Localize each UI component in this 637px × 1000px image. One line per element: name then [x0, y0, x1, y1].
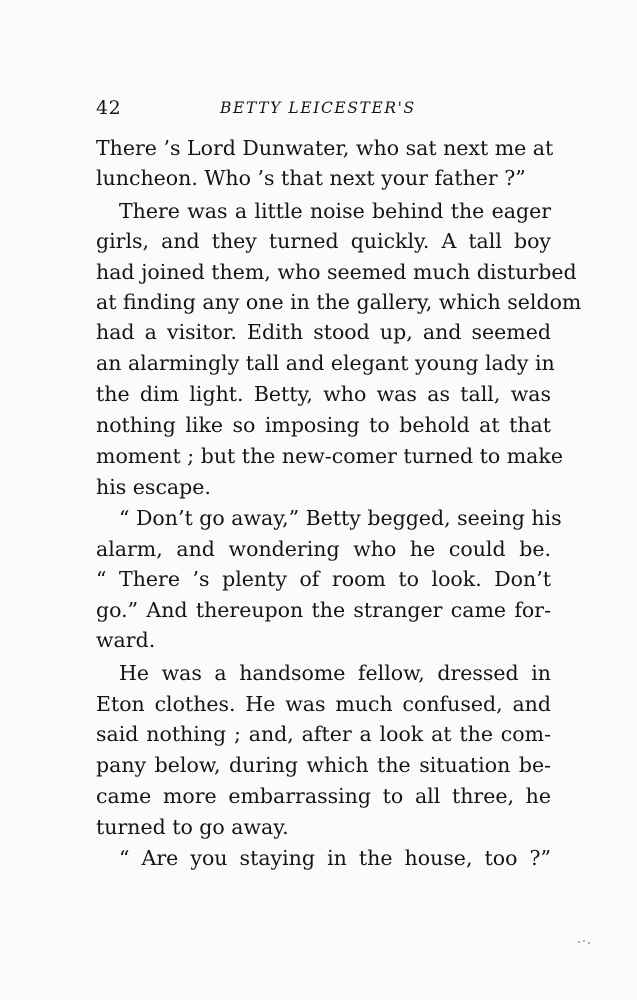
text-line: He was a handsome fellow, dressed in — [119, 661, 551, 685]
text-line: ward. — [96, 628, 156, 652]
text-line: an alarmingly tall and elegant young lady in — [96, 351, 555, 375]
running-title: BETTY LEICESTER'S — [220, 99, 416, 117]
text-line: alarm, and wondering who he could be. — [96, 537, 551, 561]
text-line: “ Don’t go away,” Betty begged, seeing his — [119, 506, 562, 530]
running-head — [96, 97, 551, 121]
text-line: his escape. — [96, 475, 211, 499]
text-line: girls, and they turned quickly. A tall boy — [96, 229, 551, 253]
text-line: turned to go away. — [96, 815, 289, 839]
text-line: nothing like so imposing to behold at that — [96, 413, 551, 437]
text-line: pany below, during which the situation be- — [96, 753, 551, 777]
text-line: moment ; but the new-comer turned to make — [96, 444, 563, 468]
paper-speck — [578, 940, 592, 944]
text-line: at finding any one in the gallery, which seldom — [96, 290, 582, 314]
text-line: go.” And thereupon the stranger came for- — [96, 598, 551, 622]
page-number: 42 — [96, 97, 122, 119]
text-line: “ There ’s plenty of room to look. Don’t — [96, 567, 551, 591]
text-line: had a visitor. Edith stood up, and seemed — [96, 320, 551, 344]
text-line: “ Are you staying in the house, too ?” — [119, 846, 551, 870]
text-line: said nothing ; and, after a look at the com- — [96, 722, 551, 746]
text-line: There ’s Lord Dunwater, who sat next me at — [96, 136, 554, 160]
text-line: Eton clothes. He was much confused, and — [96, 692, 551, 716]
text-line: had joined them, who seemed much disturbed — [96, 260, 577, 284]
text-line: the dim light. Betty, who was as tall, was — [96, 382, 551, 406]
text-line: came more embarrassing to all three, he — [96, 784, 551, 808]
text-line: luncheon. Who ’s that next your father ?” — [96, 166, 526, 190]
text-line: There was a little noise behind the eager — [119, 199, 551, 223]
